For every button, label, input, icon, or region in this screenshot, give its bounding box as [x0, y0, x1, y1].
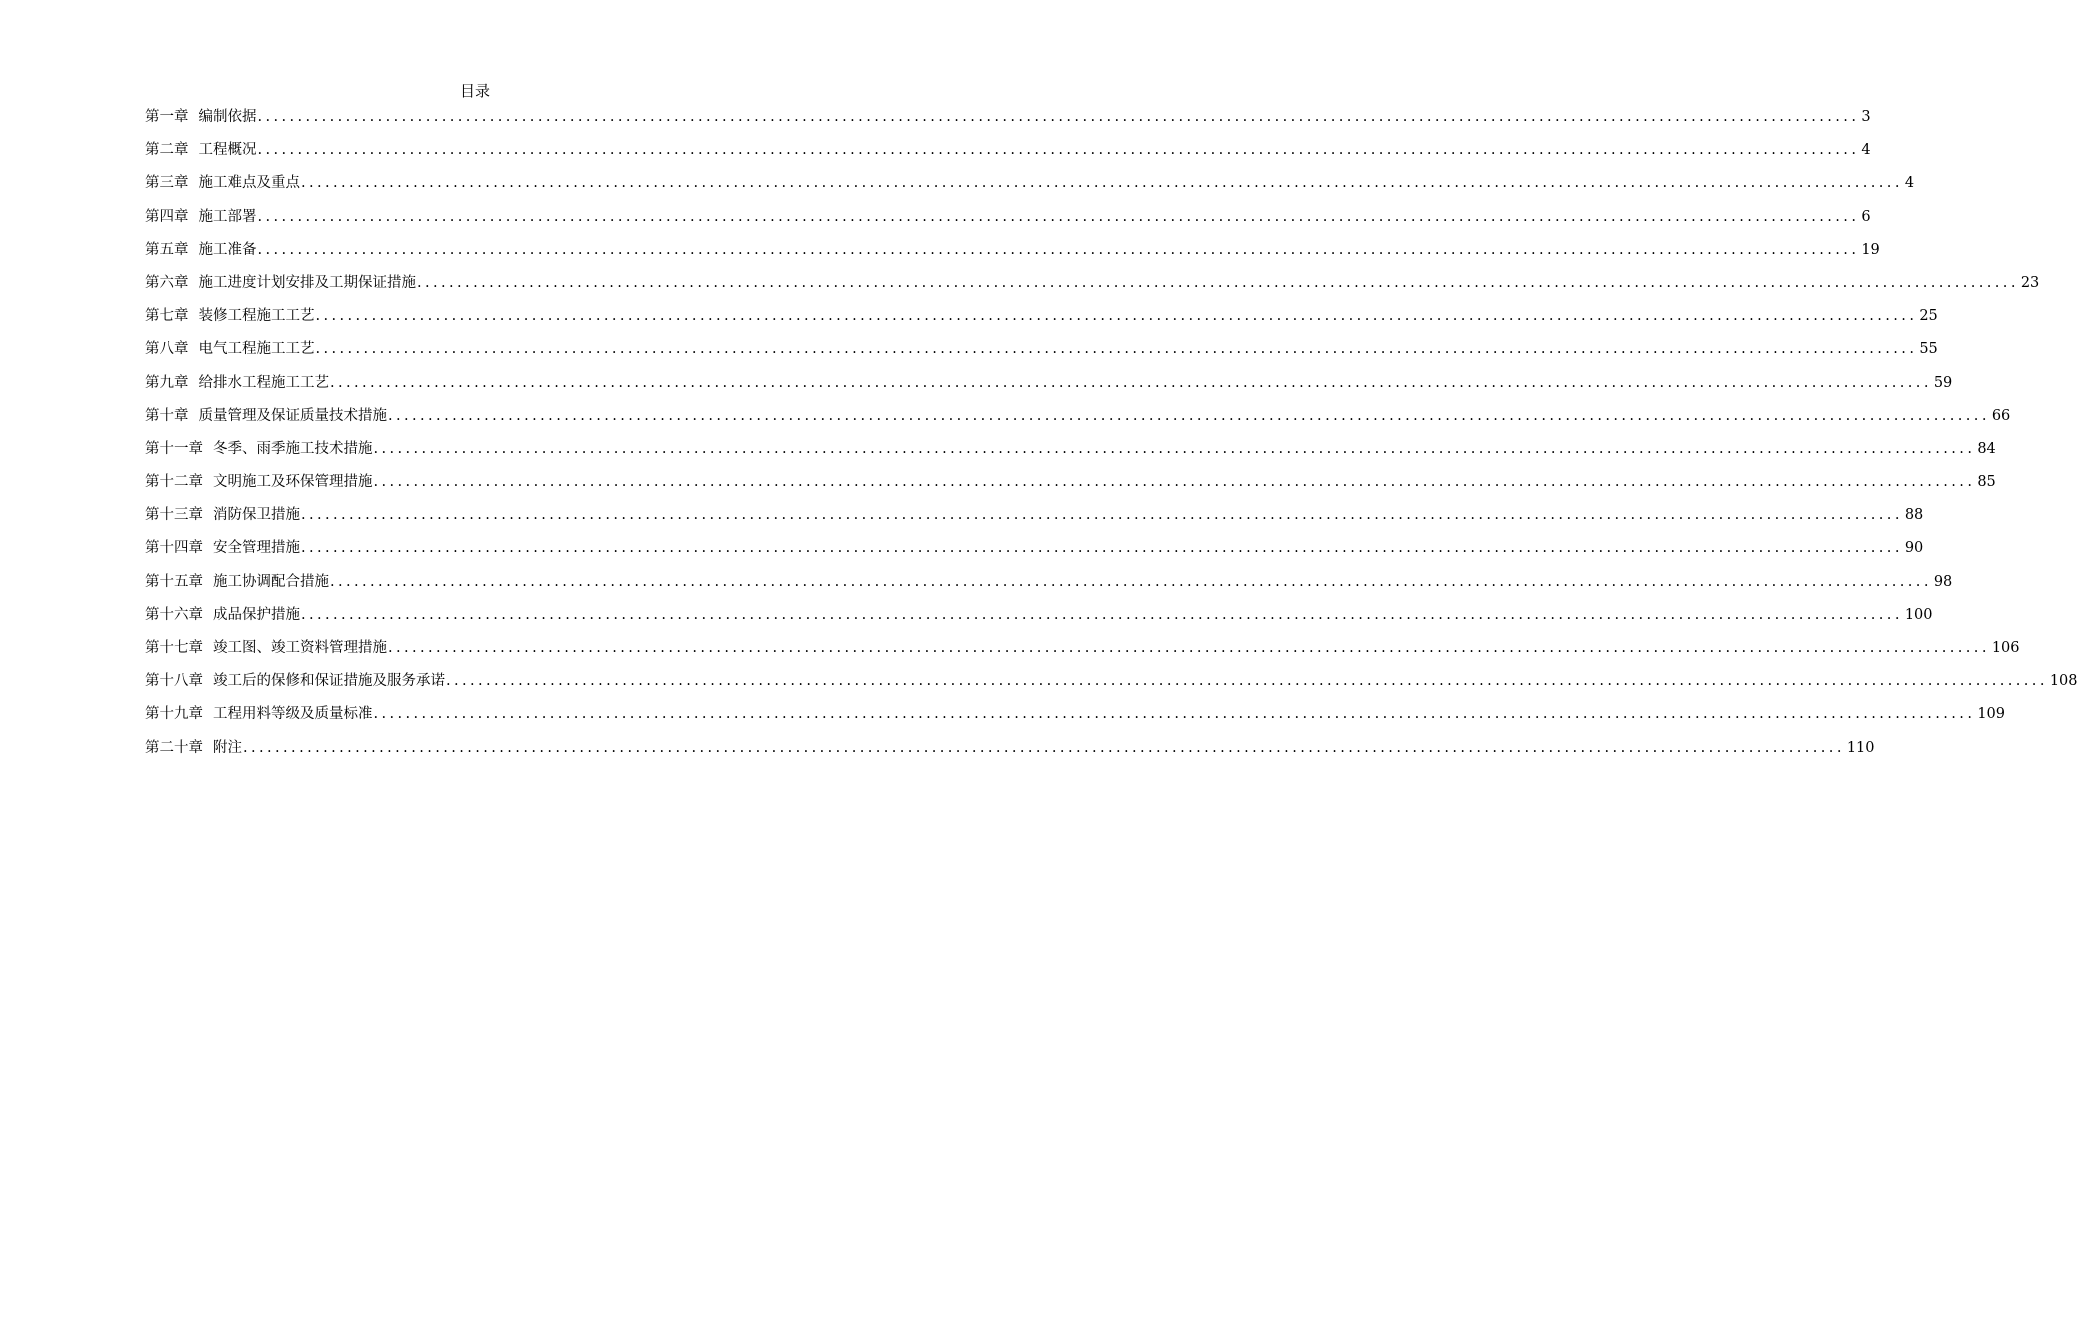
toc-chapter-title: 文明施工及环保管理措施 — [213, 474, 373, 491]
page-title: 目录 — [459, 82, 490, 100]
toc-page-number: 25 — [1919, 308, 1938, 325]
toc-dot-leader: ........................................................................................................................................................................................................ — [315, 341, 1918, 358]
toc-chapter-title: 质量管理及保证质量技术措施 — [198, 407, 387, 424]
toc-entry[interactable] — [145, 637, 2020, 670]
toc-chapter-title: 给排水工程施工工艺 — [198, 374, 329, 391]
toc-chapter-label: 第十四章 — [145, 540, 203, 557]
toc-page-number: 4 — [1861, 142, 1871, 159]
toc-chapter-label: 第二章 — [145, 142, 189, 159]
toc-chapter-label: 第十三章 — [145, 507, 203, 524]
toc-chapter-label: 第五章 — [145, 241, 189, 258]
toc-page-number: 23 — [2020, 274, 2040, 291]
toc-dot-leader: ........................................................................................................................................................................................................ — [301, 540, 1903, 557]
toc-page-number: 66 — [1991, 407, 2011, 424]
toc-entry[interactable] — [145, 670, 2078, 703]
toc-chapter-title: 竣工图、竣工资料管理措施 — [213, 640, 387, 656]
toc-page-number: 98 — [1933, 573, 1953, 590]
toc-page-number: 100 — [1904, 606, 1933, 623]
toc-chapter-label: 第十二章 — [145, 474, 203, 491]
toc-page-number: 85 — [1977, 474, 1996, 491]
toc-chapter-label: 第十七章 — [145, 640, 203, 656]
toc-entry[interactable] — [145, 338, 1938, 371]
toc-entry[interactable] — [145, 571, 1953, 604]
toc-entry[interactable] — [145, 272, 2040, 305]
toc-chapter-title: 工程用料等级及质量标准 — [213, 706, 373, 723]
toc-chapter-title: 电气工程施工工艺 — [198, 341, 315, 358]
toc-dot-leader: ........................................................................................................................................................................................................ — [330, 573, 1932, 590]
toc-page-number: 106 — [1991, 640, 2020, 656]
toc-page-number: 3 — [1861, 109, 1871, 125]
toc-dot-leader: ........................................................................................................................................................................................................ — [330, 374, 1932, 391]
toc-dot-leader: ........................................................................................................................................................................................................ — [257, 109, 1860, 125]
toc-entry[interactable] — [145, 471, 1996, 504]
toc-dot-leader: ........................................................................................................................................................................................................ — [373, 706, 1976, 723]
toc-page-number: 84 — [1977, 440, 1996, 457]
toc-page-number: 90 — [1904, 540, 1924, 557]
toc-dot-leader: ........................................................................................................................................................................................................ — [301, 507, 1903, 524]
toc-dot-leader: ........................................................................................................................................................................................................ — [315, 308, 1918, 325]
toc-chapter-label: 第一章 — [145, 109, 189, 125]
toc-page-number: 108 — [2049, 673, 2078, 690]
toc-chapter-title: 施工难点及重点 — [198, 175, 300, 192]
toc-dot-leader: ........................................................................................................................................................................................................ — [257, 142, 1860, 159]
toc-chapter-label: 第四章 — [145, 208, 189, 225]
toc-entry[interactable] — [145, 438, 1996, 471]
toc-page-number: 6 — [1861, 208, 1871, 225]
toc-chapter-label: 第七章 — [145, 308, 189, 325]
toc-entry[interactable] — [145, 537, 1924, 570]
toc-entry[interactable] — [145, 239, 1880, 272]
toc-chapter-title: 冬季、雨季施工技术措施 — [213, 440, 373, 457]
toc-chapter-label: 第十五章 — [145, 573, 203, 590]
toc-chapter-title: 施工协调配合措施 — [213, 573, 329, 590]
toc-dot-leader: ........................................................................................................................................................................................................ — [301, 606, 1903, 623]
toc-entry[interactable] — [145, 372, 1953, 405]
toc-page-number: 110 — [1846, 739, 1875, 756]
toc-dot-leader: ........................................................................................................................................................................................................ — [446, 673, 2048, 690]
toc-page-number: 59 — [1933, 374, 1953, 391]
toc-dot-leader: ........................................................................................................................................................................................................ — [301, 175, 1903, 192]
toc-entry[interactable] — [145, 703, 2006, 736]
toc-chapter-label: 第十一章 — [145, 440, 203, 457]
toc-entry[interactable] — [145, 172, 1915, 205]
toc-dot-leader: ........................................................................................................................................................................................................ — [257, 208, 1860, 225]
toc-chapter-label: 第十章 — [145, 407, 189, 424]
toc-chapter-title: 附注 — [213, 739, 242, 756]
toc-dot-leader: ........................................................................................................................................................................................................ — [417, 274, 2019, 291]
toc-page-number: 4 — [1904, 175, 1915, 192]
toc-chapter-title: 编制依据 — [198, 109, 257, 125]
toc-chapter-label: 第十八章 — [145, 673, 203, 690]
toc-page-number: 109 — [1977, 706, 2006, 723]
toc-chapter-label: 第九章 — [145, 374, 189, 391]
toc-chapter-title: 竣工后的保修和保证措施及服务承诺 — [213, 673, 445, 690]
toc-entry[interactable] — [145, 504, 1924, 537]
toc-chapter-title: 施工准备 — [198, 241, 257, 258]
toc-chapter-label: 第六章 — [145, 274, 189, 291]
toc-entry[interactable] — [145, 604, 1933, 637]
toc-entry[interactable] — [145, 206, 1871, 239]
toc-dot-leader: ........................................................................................................................................................................................................ — [388, 407, 1990, 424]
table-of-contents — [145, 106, 2078, 770]
toc-chapter-title: 工程概况 — [198, 142, 257, 159]
toc-chapter-title: 装修工程施工工艺 — [198, 308, 315, 325]
toc-chapter-title: 安全管理措施 — [213, 540, 300, 557]
toc-dot-leader: ........................................................................................................................................................................................................ — [243, 739, 1845, 756]
toc-dot-leader: ........................................................................................................................................................................................................ — [257, 241, 1860, 258]
toc-entry[interactable] — [145, 106, 1871, 139]
toc-page-number: 19 — [1861, 241, 1880, 258]
toc-dot-leader: ........................................................................................................................................................................................................ — [373, 440, 1976, 457]
toc-chapter-label: 第二十章 — [145, 739, 203, 756]
toc-entry[interactable] — [145, 405, 2011, 438]
toc-dot-leader: ........................................................................................................................................................................................................ — [388, 640, 1990, 656]
toc-entry[interactable] — [145, 305, 1938, 338]
toc-chapter-label: 第三章 — [145, 175, 189, 192]
toc-entry[interactable] — [145, 139, 1871, 172]
toc-chapter-label: 第八章 — [145, 341, 189, 358]
toc-page-number: 55 — [1919, 341, 1938, 358]
toc-chapter-label: 第十六章 — [145, 606, 203, 623]
toc-chapter-title: 施工进度计划安排及工期保证措施 — [198, 274, 416, 291]
toc-entry[interactable] — [145, 737, 1875, 770]
toc-chapter-title: 消防保卫措施 — [213, 507, 300, 524]
toc-chapter-title: 施工部署 — [198, 208, 257, 225]
toc-dot-leader: ........................................................................................................................................................................................................ — [373, 474, 1976, 491]
toc-page-number: 88 — [1904, 507, 1924, 524]
toc-chapter-label: 第十九章 — [145, 706, 203, 723]
toc-chapter-title: 成品保护措施 — [213, 606, 300, 623]
